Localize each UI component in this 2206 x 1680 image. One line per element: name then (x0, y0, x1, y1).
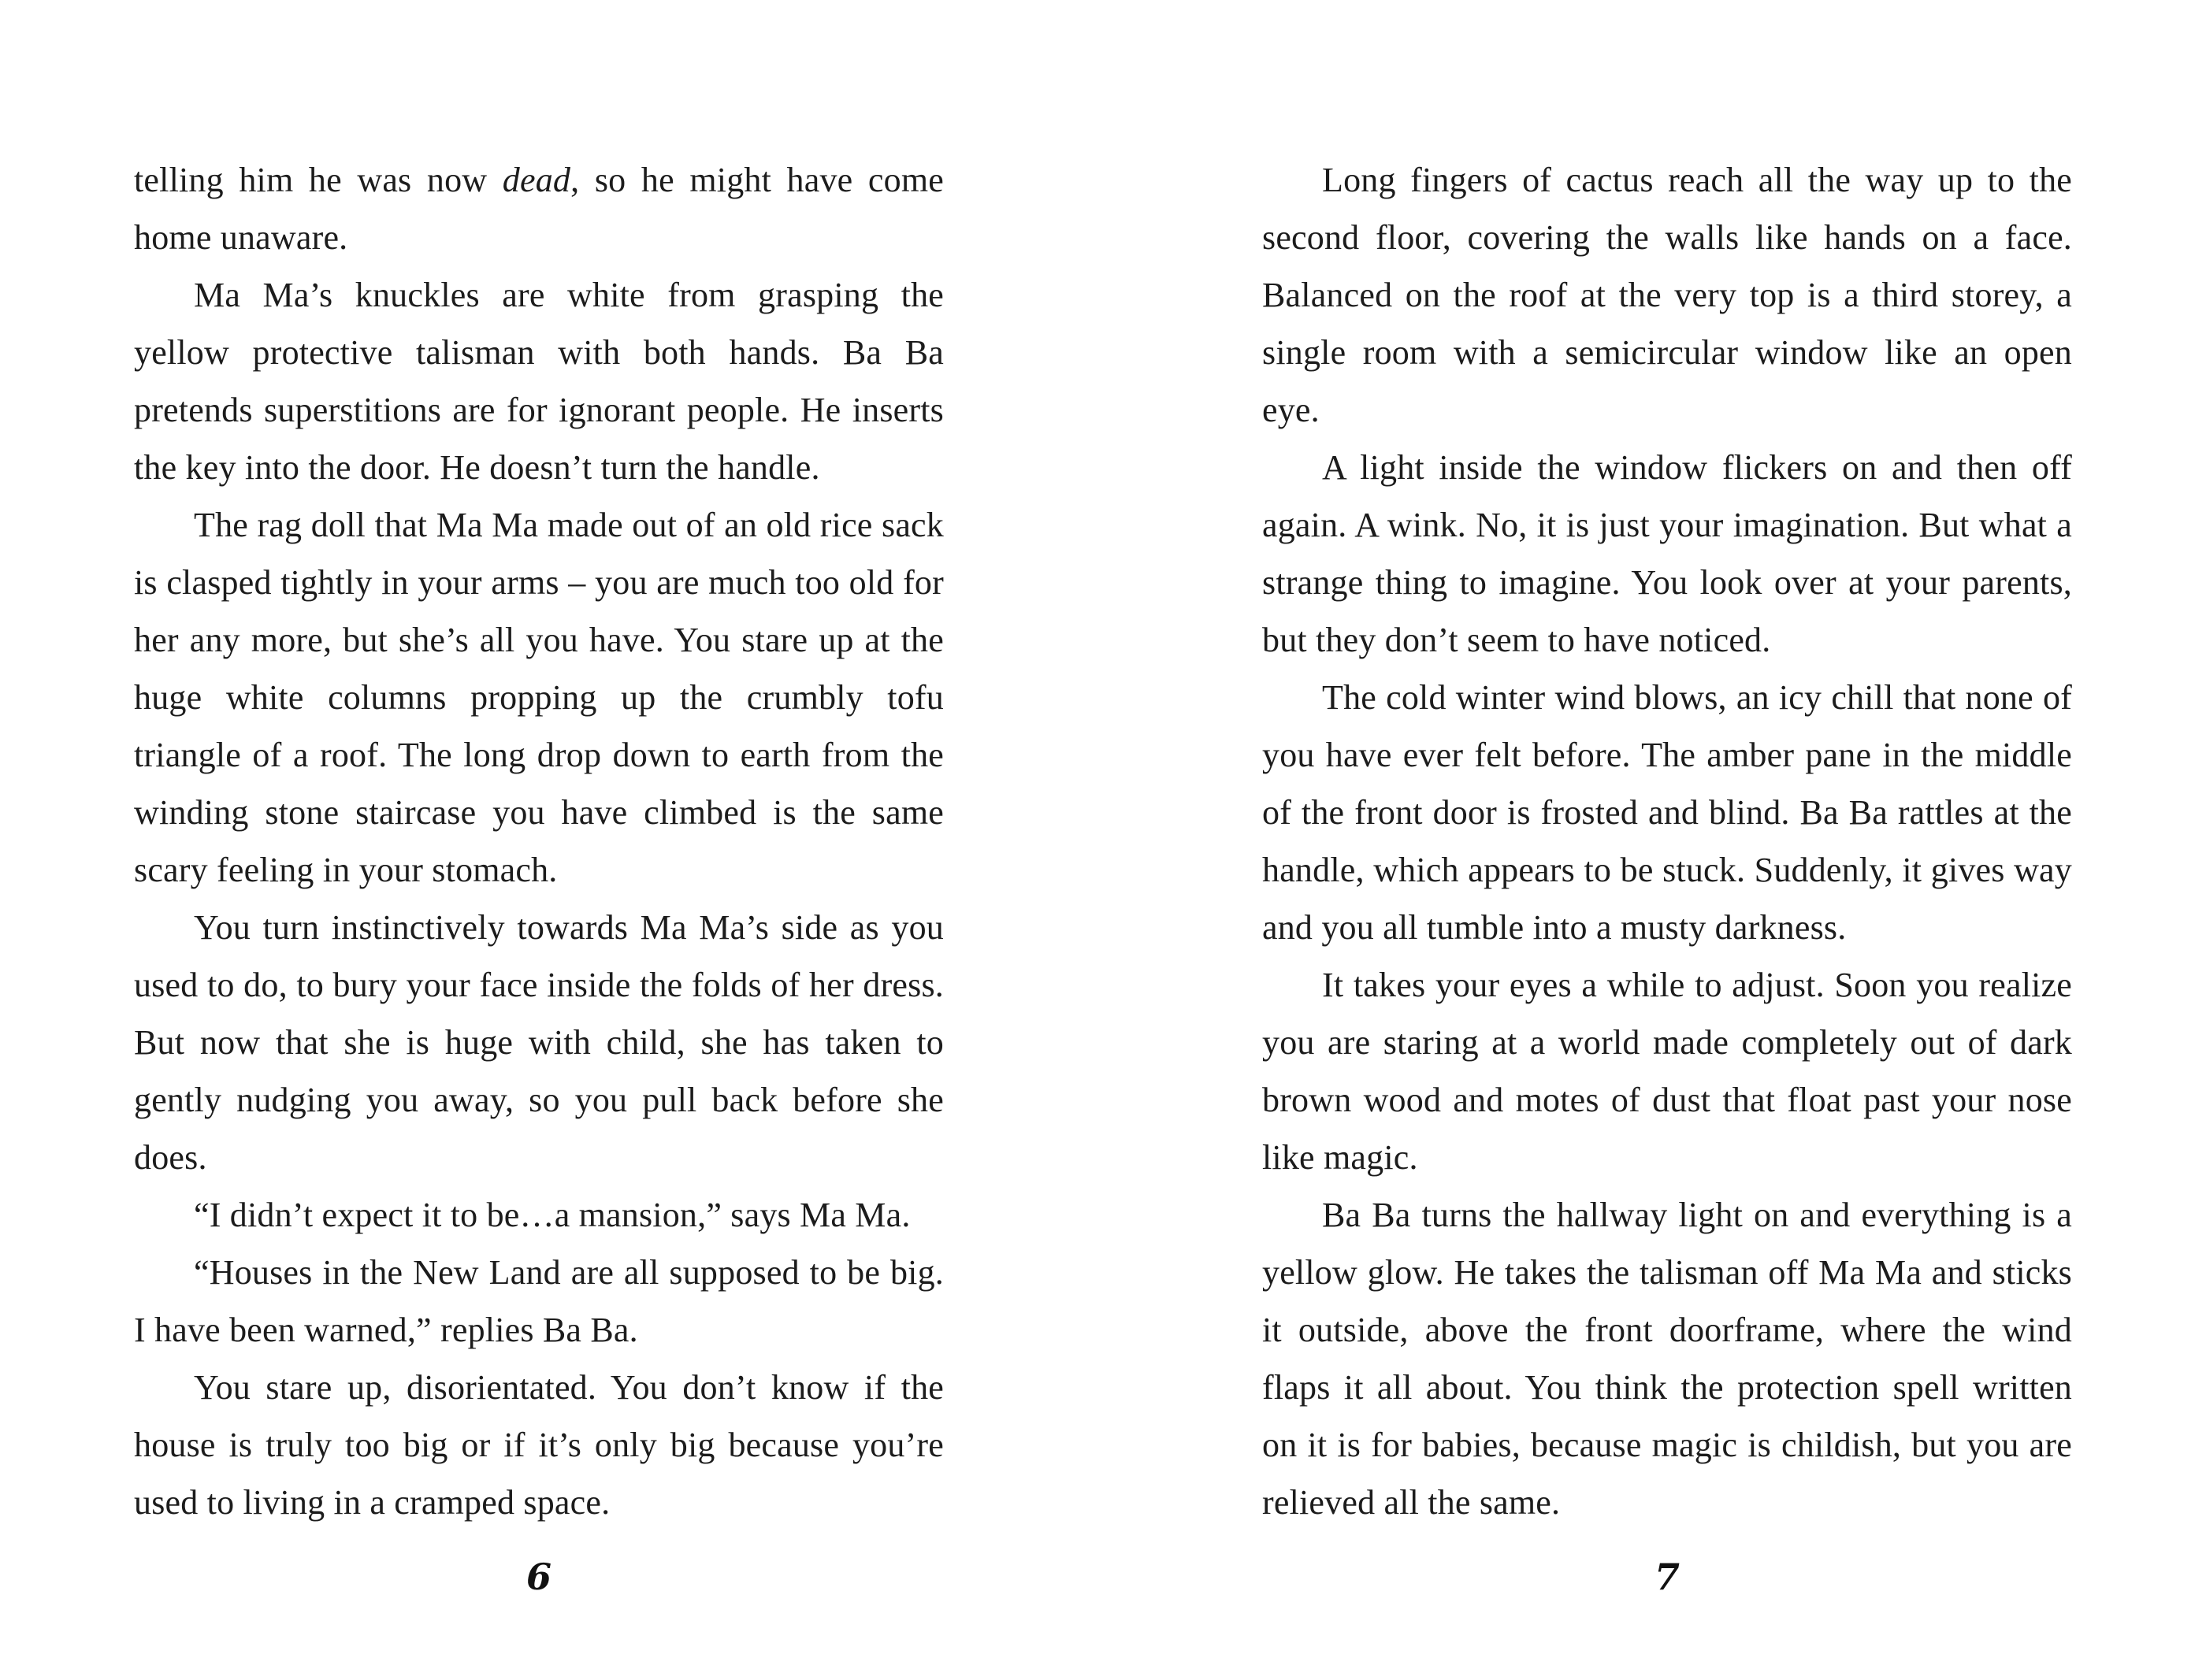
page-left-text-column (134, 151, 944, 1531)
paragraph: Long fingers of cactus reach all the way up to the second floor, covering the walls like hands on a face. Balanced on the roof at the very top is a third storey, a single room with a semicircular window like an open eye. (1262, 161, 2072, 429)
page-right-text-column (1262, 151, 2072, 1531)
paragraph: The cold winter wind blows, an icy chill that none of you have ever felt before. The amber pane in the middle of the front door is frosted and blind. Ba Ba rattles at the handle, which appears to be stuck. Suddenly, it gives way and you all tumble into a musty darkness. (1262, 678, 2072, 947)
paragraph: You turn instinctively towards Ma Ma’s side as you used to do, to bury your face inside the folds of her dress. But now that she is huge with child, she has taken to gently nudging you away, so you pull back before she does. (134, 908, 944, 1177)
page-number-right: 7 (1654, 1556, 1680, 1598)
paragraph: “Houses in the New Land are all supposed to be big. I have been warned,” replies Ba Ba. (134, 1253, 944, 1349)
paragraph: telling him he was now dead, so he might have come home unaware. (134, 161, 944, 257)
paragraph: A light inside the window flickers on and then off again. A wink. No, it is just your imagination. But what a strange thing to imagine. You look over at your parents, but they don’t seem to have noticed. (1262, 448, 2072, 659)
page-number-left: 6 (526, 1556, 552, 1598)
paragraph: The rag doll that Ma Ma made out of an old rice sack is clasped tightly in your arms – you are much too old for her any more, but she’s all you have. You stare up at the huge white columns propping up the crumbly tofu triangle of a roof. The long drop down to earth from the winding stone staircase you have climbed is the same scary feeling in your stomach. (134, 506, 944, 889)
paragraph: Ba Ba turns the hallway light on and everything is a yellow glow. He takes the talisman off Ma Ma and sticks it outside, above the front doorframe, where the wind flaps it all about. You think the protection spell written on it is for babies, because magic is childish, but you are relieved all the same. (1262, 1196, 2072, 1522)
paragraph: Ma Ma’s knuckles are white from grasping the yellow protective talisman with both hands. Ba Ba pretends superstitions are for ignorant people. He inserts the key into the door. He doesn’t turn the handle. (134, 276, 944, 487)
book-page-right (1103, 0, 2206, 1680)
paragraph: “I didn’t expect it to be…a mansion,” says Ma Ma. (194, 1196, 911, 1234)
paragraph: You stare up, disorientated. You don’t know if the house is truly too big or if it’s only big because you’re used to living in a cramped space. (134, 1368, 944, 1522)
paragraph: It takes your eyes a while to adjust. Soon you realize you are staring at a world made completely out of dark brown wood and motes of dust that float past your nose like magic. (1262, 966, 2072, 1177)
